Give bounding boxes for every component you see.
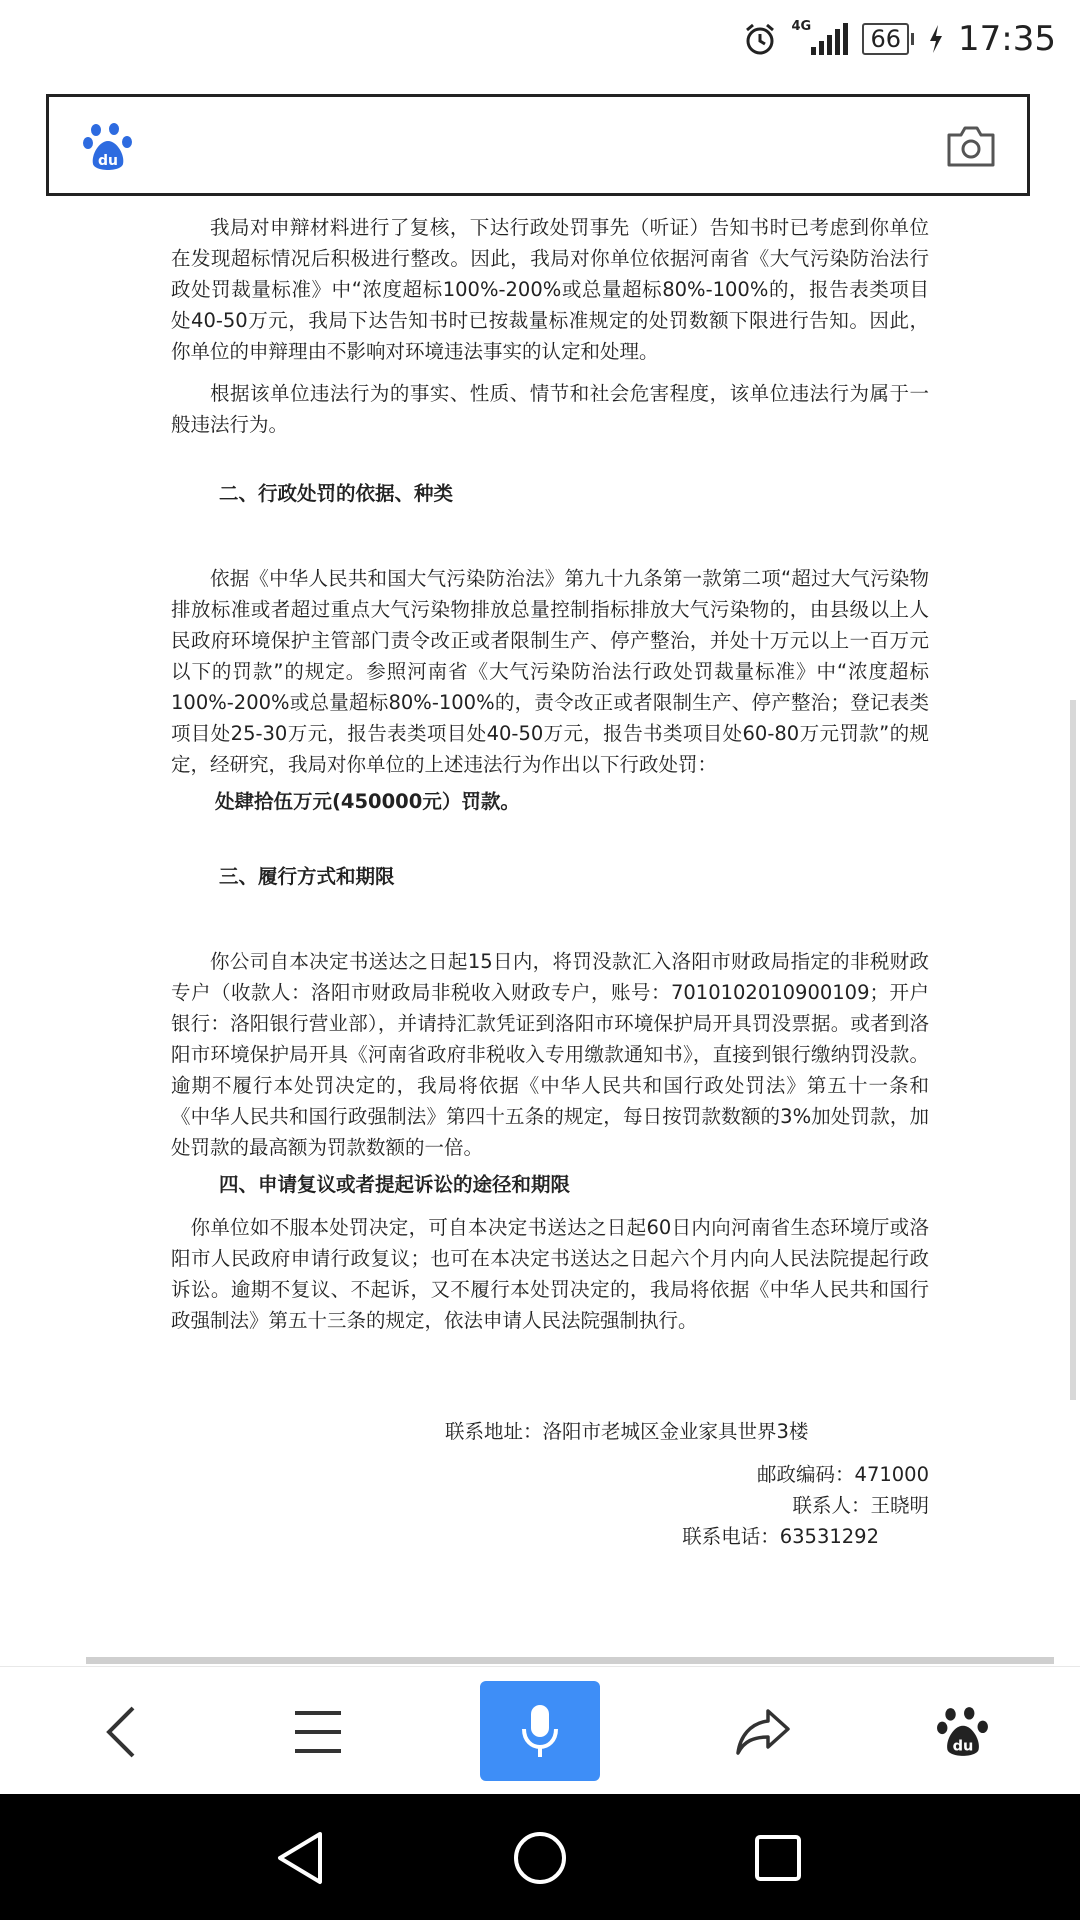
signal-icon [791, 19, 848, 55]
appeal-paragraph: 你单位如不服本处罚决定，可自本决定书送达之日起60日内向河南省生态环境厅或洛阳市人民政府申请行政复议；也可在本决定书送达之日起六个月内向人民法院提起行政诉讼。逾期不复议、不起诉，又不履行本处罚决定的，我局将依据《中华人民共和国行政强制法》第五十三条的规定，依法申请人民法院强制执行。 [171, 1216, 929, 1332]
microphone-icon [520, 1703, 560, 1759]
menu-icon [293, 1710, 343, 1754]
status-indicators [743, 14, 1056, 64]
payment-paragraph: 你公司自本决定书送达之日起15日内，将罚没款汇入洛阳市财政局指定的非税财政专户（收款人：洛阳市财政局非税收入财政专户，账号：7010102010900109；开户银行：洛阳银行营业部），并请持汇款凭证到洛阳市环境保护局开具罚没票据。或者到洛阳市环境保护局开具《河南省政府非税收入专用缴款通知书》，直接到银行缴纳罚没款。逾期不履行本处罚决定的，我局将依据《中华人民共和国行政处罚法》第五十一条和《中华人民共和国行政强制法》第四十五条的规定，每日按罚款数额的3%加处罚款，加处罚款的最高额为罚款数额的一倍。 [171, 950, 929, 1159]
contact-address: 联系地址：洛阳市老城区金业家具世界3楼 [445, 1420, 809, 1443]
circle-home-icon [512, 1830, 568, 1886]
battery-level: 66 [862, 23, 909, 55]
network-type: 4G [791, 19, 812, 34]
browser-toolbar [0, 1666, 1080, 1795]
square-recents-icon [753, 1833, 803, 1883]
svg-text:du: du [98, 153, 118, 169]
menu-button[interactable] [283, 1697, 353, 1767]
violation-assessment-paragraph: 根据该单位违法行为的事实、性质、情节和社会危害程度，该单位违法行为属于一般违法行为。 [171, 382, 929, 436]
section-heading-payment: 三、履行方式和期限 [219, 865, 395, 888]
system-recents-button[interactable] [746, 1826, 810, 1890]
penalty-amount: 处肆拾伍万元(450000元）罚款。 [215, 790, 520, 813]
share-button[interactable] [728, 1697, 798, 1767]
section-heading-appeal: 四、申请复议或者提起诉讼的途径和期限 [219, 1173, 571, 1196]
charging-icon [928, 25, 944, 53]
baidu-paw-icon [83, 121, 133, 173]
review-paragraph: 我局对申辩材料进行了复核，下达行政处罚事先（听证）告知书时已考虑到你单位在发现超标情况后积极进行整改。因此，我局对你单位依据河南省《大气污染防治法行政处罚裁量标准》中“浓度超标100%-200%或总量超标80%-100%的，报告表类项目处40-50万元，我局下达告知书时已按裁量标准规定的处罚数额下限进行告知。因此，你单位的申辩理由不影响对环境违法事实的认定和处理。 [171, 216, 929, 363]
horizontal-scrollbar[interactable] [86, 1657, 1054, 1664]
voice-search-button[interactable] [480, 1681, 600, 1781]
share-icon [734, 1707, 792, 1757]
system-navigation-bar [0, 1794, 1080, 1920]
document-body [171, 212, 929, 1652]
chevron-left-icon [101, 1704, 141, 1760]
postcode: 邮政编码：471000 [757, 1463, 929, 1486]
triangle-back-icon [274, 1830, 326, 1886]
section-heading-basis: 二、行政处罚的依据、种类 [219, 482, 454, 505]
battery-icon [911, 33, 914, 45]
contact-person: 联系人：王晓明 [792, 1494, 929, 1517]
clock: 17:35 [958, 19, 1056, 59]
baidu-paw-icon [937, 1705, 989, 1759]
svg-text:du: du [952, 1738, 974, 1755]
vertical-scrollbar[interactable] [1070, 700, 1076, 1400]
back-button[interactable] [86, 1697, 156, 1767]
search-bar[interactable] [46, 94, 1030, 196]
contact-phone: 联系电话：63531292 [682, 1525, 879, 1548]
system-back-button[interactable] [268, 1826, 332, 1890]
status-bar [0, 0, 1080, 80]
baidu-home-button[interactable] [928, 1697, 998, 1767]
camera-icon[interactable] [945, 123, 997, 169]
penalty-basis-paragraph: 依据《中华人民共和国大气污染防治法》第九十九条第一款第二项“超过大气污染物排放标准或者超过重点大气污染物排放总量控制指标排放大气污染物的，由县级以上人民政府环境保护主管部门责令改正或者限制生产、停产整治，并处十万元以上一百万元以下的罚款”的规定。参照河南省《大气污染防治法行政处罚裁量标准》中“浓度超标100%-200%或总量超标80%-100%的，责令改正或者限制生产、停产整治；登记表类项目处25-30万元，报告表类项目处40-50万元，报告书类项目处60-80万元罚款”的规定，经研究，我局对你单位的上述违法行为作出以下行政处罚： [171, 567, 929, 776]
system-home-button[interactable] [508, 1826, 572, 1890]
alarm-icon [743, 22, 777, 56]
